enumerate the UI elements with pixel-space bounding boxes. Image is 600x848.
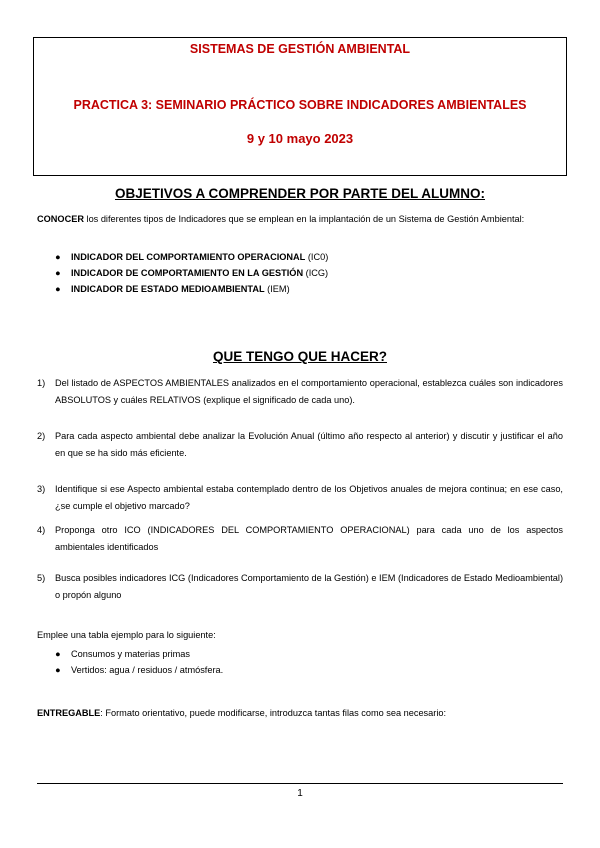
intro-rest: los diferentes tipos de Indicadores que se emplean en la implantación de un Sistema de Gestión Ambiental: — [83, 214, 525, 224]
tasks-heading: QUE TENGO QUE HACER? — [212, 349, 387, 364]
objectives-list — [37, 249, 328, 297]
item-bold: INDICADOR DE COMPORTAMIENTO EN LA GESTIÓN — [71, 268, 304, 278]
item-rest: (IC0) — [305, 252, 329, 262]
task-number: 3) — [37, 484, 46, 494]
practice-title: PRACTICA 3: SEMINARIO PRÁCTICO SOBRE INDICADORES AMBIENTALES — [73, 98, 527, 112]
task-number: 2) — [37, 431, 46, 441]
item-text: Consumos y materias primas — [71, 649, 190, 659]
task-item — [37, 522, 563, 556]
bullet-icon: ● — [55, 665, 61, 675]
list-item — [37, 646, 223, 662]
bullet-icon: ● — [55, 649, 61, 659]
page-number: 1 — [297, 788, 303, 799]
intro-bold: CONOCER — [37, 214, 84, 224]
list-item — [37, 662, 223, 678]
task-text: Del listado de ASPECTOS AMBIENTALES analizados en el comportamiento operacional, establezca cuáles son indicadores ABSOLUTOS y cuáles RELATIVOS (explique el significado de cada uno). — [55, 378, 563, 405]
bullet-icon: ● — [55, 252, 61, 262]
task-number: 4) — [37, 525, 46, 535]
item-rest: (IEM) — [264, 284, 290, 294]
table-hint-intro: Emplee una tabla ejemplo para lo siguiente: — [37, 630, 216, 640]
task-item — [37, 375, 563, 409]
item-bold: INDICADOR DE ESTADO MEDIOAMBIENTAL — [71, 284, 265, 294]
table-hint-list — [37, 646, 223, 678]
deliverable — [37, 705, 563, 722]
task-text: Busca posibles indicadores ICG (Indicadores Comportamiento de la Gestión) e IEM (Indicadores de Estado Medioambiental) o propón alguno — [55, 573, 563, 600]
item-bold: INDICADOR DEL COMPORTAMIENTO OPERACIONAL — [71, 252, 306, 262]
deliverable-text: : Formato orientativo, puede modificarse, introduzca tantas filas como sea necesario: — [100, 708, 447, 718]
objectives-heading: OBJETIVOS A COMPRENDER POR PARTE DEL ALUMNO: — [114, 186, 486, 201]
footer-divider — [37, 783, 563, 784]
bullet-icon: ● — [55, 284, 61, 294]
task-number: 5) — [37, 573, 46, 583]
item-text: Vertidos: agua / residuos / atmósfera. — [71, 665, 224, 675]
list-item — [37, 249, 328, 265]
list-item — [37, 281, 328, 297]
task-item — [37, 570, 563, 604]
bullet-icon: ● — [55, 268, 61, 278]
list-item — [37, 265, 328, 281]
course-title: SISTEMAS DE GESTIÓN AMBIENTAL — [189, 42, 411, 56]
task-item — [37, 481, 563, 515]
task-text: Para cada aspecto ambiental debe analizar la Evolución Anual (último año respecto al anterior) y discutir y justificar el año en que se ha sido más eficiente. — [55, 431, 563, 458]
task-text: Proponga otro ICO (INDICADORES DEL COMPORTAMIENTO OPERACIONAL) para cada uno de los aspectos ambientales identificados — [55, 525, 563, 552]
practice-date: 9 y 10 mayo 2023 — [246, 131, 354, 146]
deliverable-label: ENTREGABLE — [37, 708, 101, 718]
header-box — [33, 37, 567, 176]
task-item — [37, 428, 563, 462]
item-rest: (ICG) — [303, 268, 329, 278]
task-number: 1) — [37, 378, 46, 388]
task-text: Identifique si ese Aspecto ambiental estaba contemplado dentro de los Objetivos anuales de mejora continua; en ese caso, ¿se cumple el objetivo marcado? — [55, 484, 563, 511]
objectives-intro — [37, 211, 563, 228]
